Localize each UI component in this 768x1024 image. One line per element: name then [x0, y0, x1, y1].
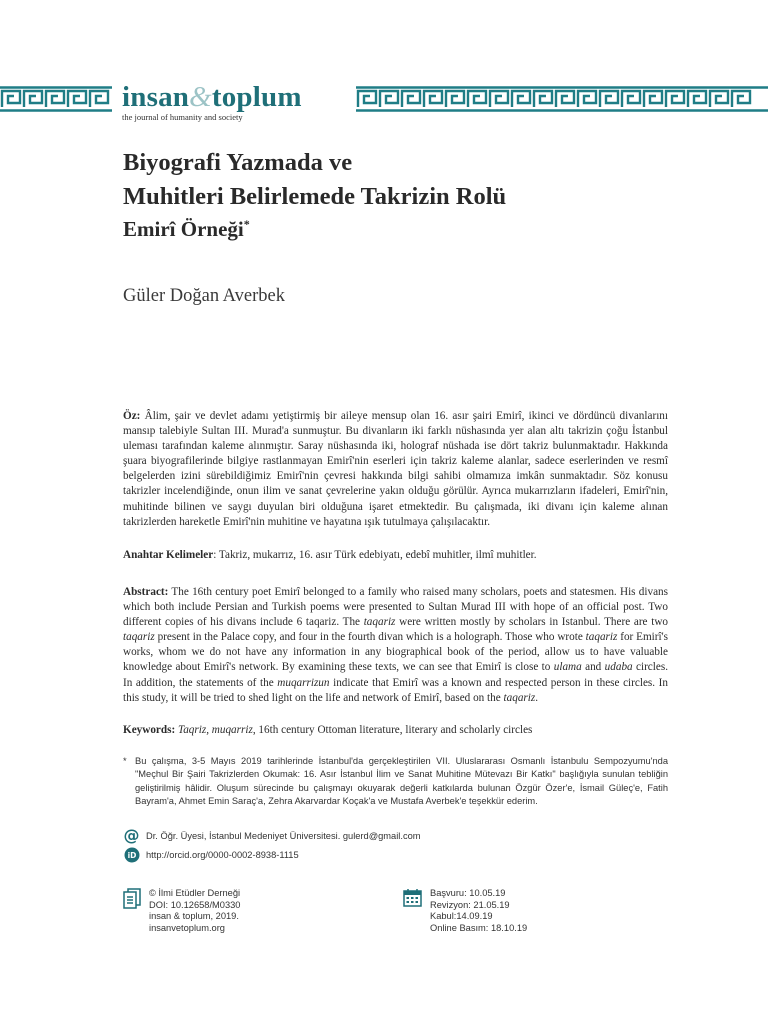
- copyright-text: © İlmi Etüdler Derneği: [149, 888, 241, 898]
- logo-part-toplum: toplum: [211, 81, 302, 113]
- keywords-en-text: , 16th century Ottoman literature, literary and scholarly circles: [252, 724, 533, 736]
- oz-text: Âlim, şair ve devlet adamı yetiştirmiş bir aileye mensup olan 16. asır şairi Emirî, ikinci ve dördüncü divanlarını mansıp talebiyle Sultan III. Murad'a sunmuştur. Bu divanların iki farklı nüshasında yer alan altı takrizin çoğu İstanbul uleması tarafından kaleme alınmıştır. Saray nüshasında iki, holograf nüshada ise dört takriz bulunmaktadır. Hakkında şuara biyografilerinde bilgiye rastlanmayan Emirî'nin eserleri için takriz kaleme alanlar, sadece eserlerinden ve resmî belgelerden izini sürebildiğimiz Emirî'nin çevresi hakkında bilgi sahibi olmamıza imkân sunmaktadır. Söz konusu takrizler incelendiğinde, onun ilim ve sanat çevrelerine yakın olduğu görülür. Ayrıca mukarrızların ifadeleri, Emirî'nin, muhitinde bilinen ve saygı duyulan biri olduğuna işaret etmektedir. Bu çalışmada, iki divanı için kaleme alınan takrizlerden hareketle Emirî'nin muhitine ve hayatına ışık tutulmaya çalışılacaktır.: [123, 410, 668, 528]
- publication-info: [123, 888, 527, 934]
- english-keywords: [123, 723, 668, 738]
- abstract-text-4: for Emirî's works, whom we do not have any information in any biographical book of the period, allow us to have valuable knowledge about Emirî's network. By examining these texts, we can see that Emirî is close to: [123, 631, 668, 674]
- journal-logo: [122, 82, 302, 122]
- abstract-text-7: indicate that Emirî was a known and respected person in these circles. In this study, it will be tried to shed light on the life and network of Emirî, based on the: [123, 676, 668, 704]
- abstract-text-5: and: [581, 661, 605, 674]
- abstract-em-5: udaba: [604, 661, 633, 674]
- calendar-icon: [403, 888, 422, 934]
- at-sign-icon: [123, 827, 140, 844]
- logo-subtitle: the journal of humanity and society: [122, 112, 243, 122]
- author-name: Güler Doğan Averbek: [123, 286, 285, 306]
- online-date: Online Basım: 18.10.19: [430, 922, 528, 933]
- title-footnote-mark: *: [243, 217, 250, 231]
- meander-border-right: [356, 86, 768, 112]
- publication-dates: [403, 888, 527, 934]
- keywords-tr-text: : Takriz, mukarrız, 16. asır Türk edebiyatı, edebî muhitler, ilmî muhitler.: [213, 549, 537, 561]
- orcid-link[interactable]: http://orcid.org/0000-0002-8938-1115: [146, 849, 299, 860]
- turkish-abstract: [123, 409, 668, 530]
- english-abstract: [123, 585, 668, 706]
- abstract-text-6: circles. In addition, the statements of the: [123, 661, 668, 689]
- meander-border-left: [0, 86, 112, 112]
- revised-date: Revizyon: 21.05.19: [430, 899, 510, 910]
- abstract-label: Abstract:: [123, 586, 169, 598]
- document-icon: [123, 888, 141, 934]
- abstract-em-1: taqariz: [363, 616, 396, 629]
- title-line-2: Muhitleri Belirlemede Takrizin Rolü: [123, 183, 507, 210]
- abstract-text-8: .: [535, 691, 539, 704]
- footnote-mark: *: [123, 756, 127, 766]
- logo-wordmark: [122, 82, 302, 112]
- received-date: Başvuru: 10.05.19: [430, 888, 506, 898]
- title-subtitle-text: Emirî Örneği: [123, 217, 244, 241]
- abstract-em-6: muqarrizun: [277, 676, 330, 689]
- logo-part-insan: insan: [122, 81, 190, 113]
- abstract-em-3: taqariz: [585, 631, 618, 644]
- article-title: [123, 146, 683, 244]
- title-line-3: [123, 214, 683, 244]
- keywords-en-em: Taqriz, muqarriz: [175, 724, 253, 736]
- journal-citation: insan & toplum, 2019.: [149, 911, 239, 922]
- abstract-em-7: taqariz: [503, 691, 536, 704]
- author-affiliation: [123, 827, 421, 844]
- keywords-tr-label: Anahtar Kelimeler: [123, 549, 214, 561]
- doi-text[interactable]: DOI: 10.12658/M0330: [149, 899, 241, 910]
- orcid-icon: [123, 846, 140, 863]
- footnote: [123, 755, 668, 809]
- abstract-em-4: ulama: [553, 661, 582, 674]
- abstract-text-2: were written mostly by scholars in Istanbul. There are two: [395, 616, 668, 629]
- svg-text:iD: iD: [127, 850, 136, 860]
- abstract-em-2: taqariz: [123, 631, 155, 644]
- journal-header: [0, 82, 768, 122]
- keywords-en-label: Keywords:: [123, 724, 176, 736]
- accepted-date: Kabul:14.09.19: [430, 911, 493, 922]
- turkish-keywords: [123, 548, 668, 563]
- title-line-1: Biyografi Yazmada ve: [123, 149, 353, 176]
- journal-website[interactable]: insanvetoplum.org: [149, 922, 225, 933]
- footnote-text: Bu çalışma, 3-5 Mayıs 2019 tarihlerinde İstanbul'da gerçekleştirilen VII. Uluslararası Osmanlı İstanbulu Sempozyumu'nda "Meçhul Bir Şairi Takrizlerden Okumak: 16. Asır İstanbul İlim ve Sanat Muhitine Mütevazı Bir Katkı" başlığıyla sunulan tebliğin geliştirilmiş hâlidir. Oluşum sürecinde bu çalışmayı okuyarak değerli katkılarda bulunan Özgür Özer'e, İsmail Güleç'e, Fatih Bayram'a, Ahmet Emin Saraç'a, Zehra Akarvardar Koçak'a ve Mustafa Averbek'e teşekkür ederim.: [135, 756, 668, 807]
- abstract-text-3: present in the Palace copy, and four in the fourth divan which is a holograph. Those who wrote: [154, 631, 586, 644]
- logo-ampersand: &: [189, 81, 212, 113]
- publication-details: [123, 888, 403, 934]
- affiliation-text[interactable]: Dr. Öğr. Üyesi, İstanbul Medeniyet Üniversitesi. gulerd@gmail.com: [146, 830, 421, 841]
- author-orcid: [123, 846, 299, 863]
- svg-text:@: @: [123, 827, 140, 844]
- oz-label: Öz:: [123, 410, 141, 422]
- abstract-text-1: The 16th century poet Emirî belonged to a family who raised many scholars, poets and statesmen. His divans which both include Persian and Turkish poems were presented to Sultan Murad III with hope of an official post. Two different copies of his divans include 6 taqariz. The: [123, 586, 668, 629]
